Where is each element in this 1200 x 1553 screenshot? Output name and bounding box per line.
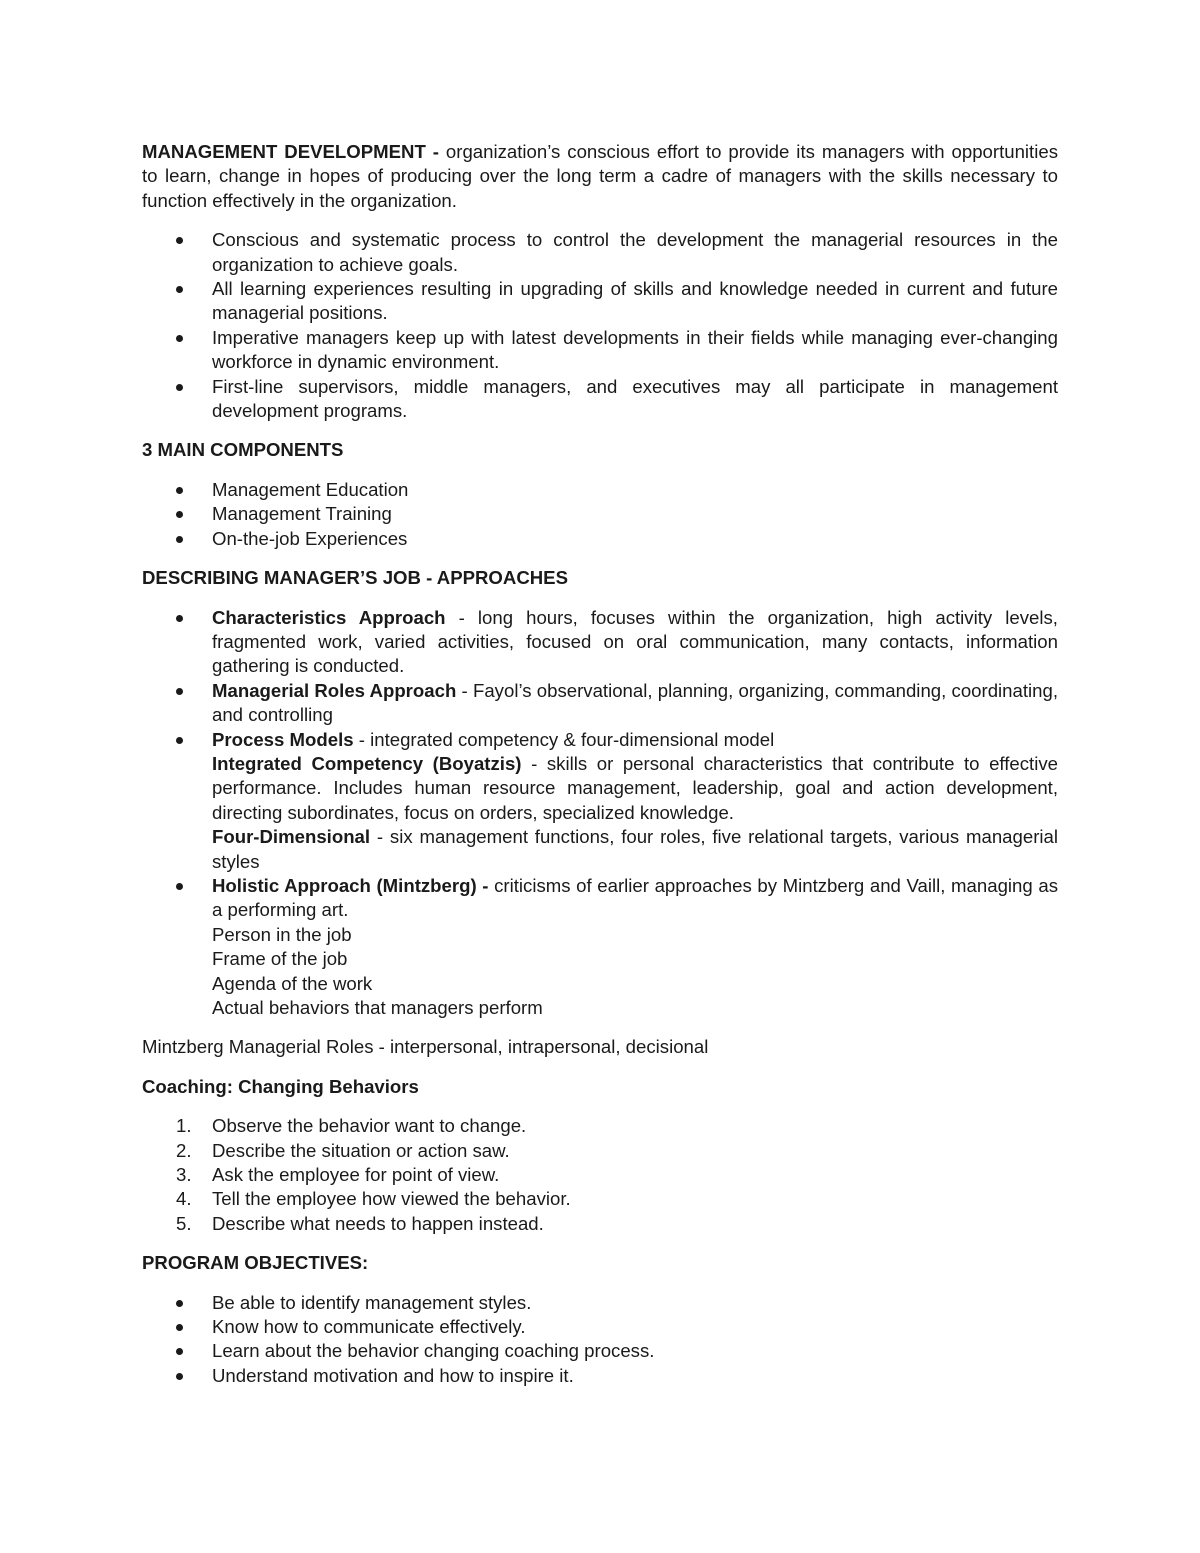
holistic-line: Frame of the job: [212, 948, 348, 970]
bullet-icon: [176, 511, 183, 518]
intro-paragraph: [142, 140, 1058, 213]
list-item: 1. Observe the behavior want to change.: [176, 1115, 527, 1137]
bullet-icon: [176, 384, 183, 391]
approach-process-models: Process Models - integrated competency & four-dimensional model Integrated Competency (Boyatzis) - skills or personal characteristics that contribute to effective performance. Includes human resource management, leadership, goal and action development, directing subordinates, focus on orders, specialized knowledge. Four-Dimensional - six management functions, four roles, five relational targets, various managerial styles: [142, 728, 1058, 874]
approaches-heading: DESCRIBING MANAGER’S JOB - APPROACHES: [142, 567, 568, 589]
list-item: Conscious and systematic process to control the development the managerial resources in the organization to achieve goals.: [142, 228, 1058, 277]
bullet-icon: [176, 286, 183, 293]
document-page: [142, 140, 1058, 1403]
bullet-icon: [176, 883, 183, 890]
list-item: All learning experiences resulting in upgrading of skills and knowledge needed in current and future managerial positions.: [142, 277, 1058, 326]
approaches-list: [142, 606, 1058, 1021]
approach-holistic: Holistic Approach (Mintzberg) - criticisms of earlier approaches by Mintzberg and Vaill, managing as a performing art. Person in the job Frame of the job Agenda of the work Actual behaviors that managers perform: [142, 874, 1058, 1020]
list-item: 5. Describe what needs to happen instead.: [176, 1212, 544, 1234]
bullet-icon: [176, 335, 183, 342]
objectives-heading: PROGRAM OBJECTIVES:: [142, 1252, 369, 1274]
bullet-icon: [176, 1373, 183, 1380]
components-list: [142, 478, 1058, 551]
list-item: Know how to communicate effectively.: [142, 1315, 1058, 1339]
holistic-line: Agenda of the work: [212, 972, 373, 994]
list-item: Understand motivation and how to inspire it.: [142, 1364, 1058, 1388]
list-item: 4. Tell the employee how viewed the behavior.: [176, 1188, 571, 1210]
bullet-icon: [176, 1348, 183, 1355]
intro-definition: organization’s conscious effort to provide its managers with opportunities to learn, change in hopes of producing over the long term a cadre of managers with the skills necessary to function effectively in the organization.: [142, 141, 1058, 211]
list-item: Imperative managers keep up with latest developments in their fields while managing ever-changing workforce in dynamic environment.: [142, 326, 1058, 375]
list-item: 3. Ask the employee for point of view.: [176, 1164, 500, 1186]
four-dimensional: Four-Dimensional - six management functions, four roles, five relational targets, various managerial styles: [212, 826, 1058, 872]
bullet-icon: [176, 536, 183, 543]
integrated-competency: Integrated Competency (Boyatzis) - skills or personal characteristics that contribute to effective performance. Includes human resource management, leadership, goal and action development, directing subordinates, focus on orders, specialized knowledge.: [212, 752, 1058, 823]
list-item: Management Training: [142, 502, 1058, 526]
coaching-steps: [142, 1114, 1058, 1236]
bullet-icon: [176, 737, 183, 744]
list-item: Management Education: [142, 478, 1058, 502]
approach-characteristics: Characteristics Approach - long hours, focuses within the organization, high activity levels, fragmented work, varied activities, focused on oral communication, many contacts, information gathering is conducted.: [142, 606, 1058, 679]
list-item: 2. Describe the situation or action saw.: [176, 1139, 510, 1161]
components-heading: 3 MAIN COMPONENTS: [142, 439, 344, 461]
bullet-icon: [176, 237, 183, 244]
list-item: Be able to identify management styles.: [142, 1291, 1058, 1315]
coaching-heading: Coaching: Changing Behaviors: [142, 1075, 419, 1097]
list-item: First-line supervisors, middle managers, and executives may all participate in management development programs.: [142, 375, 1058, 424]
bullet-icon: [176, 1324, 183, 1331]
objectives-list: [142, 1291, 1058, 1389]
holistic-line: Actual behaviors that managers perform: [212, 997, 543, 1018]
mintzberg-roles-line: Mintzberg Managerial Roles - interpersonal, intrapersonal, decisional: [142, 1036, 709, 1058]
bullet-icon: [176, 615, 183, 622]
approach-managerial-roles: Managerial Roles Approach - Fayol’s observational, planning, organizing, commanding, coordinating, and controlling: [142, 679, 1058, 728]
intro-bullet-list: [142, 228, 1058, 423]
bullet-icon: [176, 688, 183, 695]
bullet-icon: [176, 487, 183, 494]
list-item: Learn about the behavior changing coaching process.: [142, 1339, 1058, 1363]
bullet-icon: [176, 1300, 183, 1307]
intro-term: MANAGEMENT DEVELOPMENT -: [142, 141, 439, 162]
list-item: On-the-job Experiences: [142, 527, 1058, 551]
holistic-line: Person in the job: [212, 923, 352, 945]
